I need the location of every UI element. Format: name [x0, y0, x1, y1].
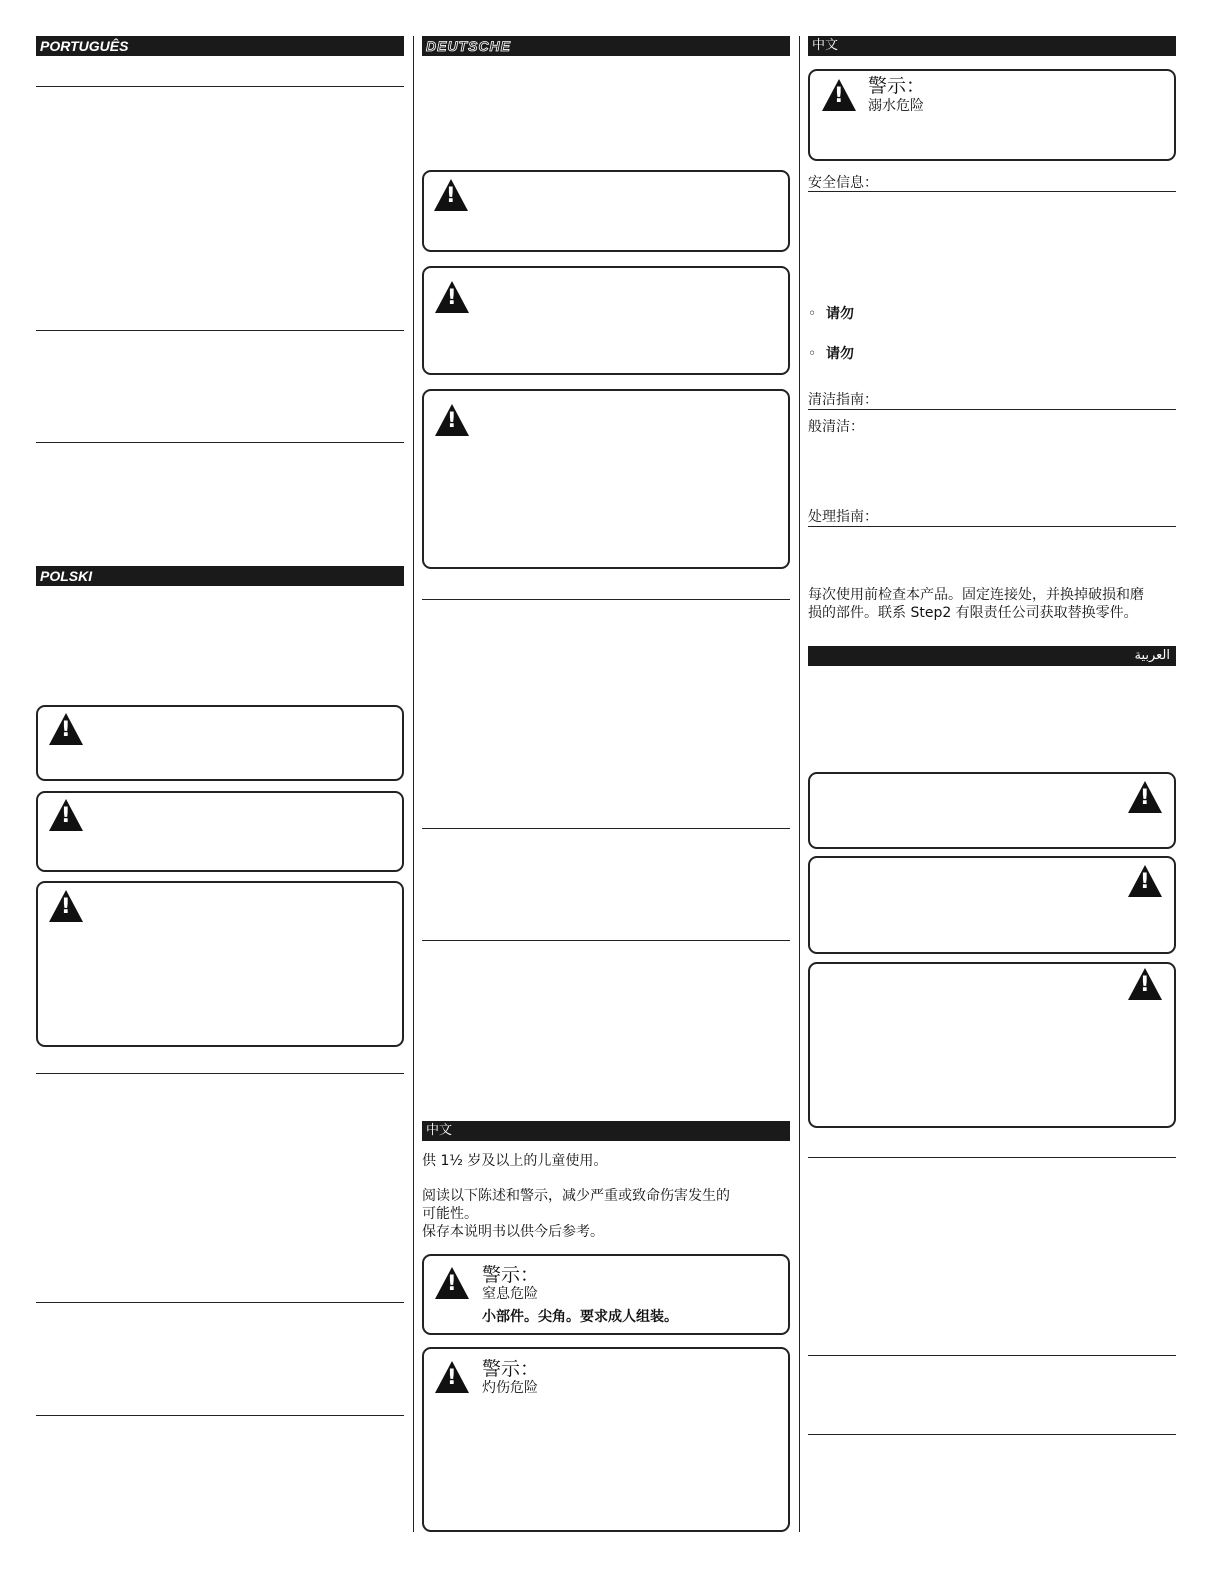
divider: [808, 1157, 1176, 1158]
column-rule: [799, 36, 800, 1532]
general-cleaning-label: 般清洁：: [808, 419, 864, 435]
divider: [808, 1355, 1176, 1356]
cleaning-heading: 清洁指南：: [808, 392, 878, 408]
warning-box: [36, 705, 404, 781]
warning-subtitle: 溺水危险: [868, 98, 924, 114]
bullet-text: 请勿: [826, 346, 854, 362]
divider: [36, 1302, 404, 1303]
divider: [808, 1434, 1176, 1435]
disposal-heading: 处理指南：: [808, 509, 878, 525]
warning-icon: [49, 713, 83, 745]
warning-box: [422, 1347, 790, 1532]
warning-icon: [49, 890, 83, 922]
warning-box: [808, 772, 1176, 849]
warning-icon: [435, 404, 469, 436]
section-header-portugues: [36, 36, 404, 56]
read-text-line1: 阅读以下陈述和警示，减少严重或致命伤害发生的: [422, 1188, 730, 1204]
warning-icon: [434, 179, 468, 211]
header-label: 中文: [426, 1123, 453, 1138]
inspect-text-line2: 损的部件。联系 Step2 有限责任公司获取替换零件。: [808, 605, 1138, 621]
divider: [422, 940, 790, 941]
section-header-arabic: [808, 646, 1176, 666]
divider: [36, 442, 404, 443]
divider: [808, 191, 1176, 192]
warning-icon: [435, 1267, 469, 1299]
divider: [422, 599, 790, 600]
section-header-deutsche: [422, 36, 790, 56]
bullet-mark: ◦: [808, 346, 817, 362]
warning-box: [422, 389, 790, 569]
warning-box: [808, 69, 1176, 161]
divider: [36, 330, 404, 331]
divider: [808, 526, 1176, 527]
warning-box: [422, 170, 790, 252]
warning-title: 警示：: [482, 1264, 540, 1286]
warning-box: [36, 881, 404, 1047]
header-label: 中文: [812, 38, 839, 53]
warning-box: [36, 791, 404, 872]
column-rule: [413, 36, 414, 1532]
divider: [36, 86, 404, 87]
divider: [36, 1073, 404, 1074]
bullet-text: 请勿: [826, 306, 854, 322]
warning-subtitle: 灼伤危险: [482, 1380, 538, 1396]
warning-icon: [435, 281, 469, 313]
header-label: PORTUGUÊS: [40, 38, 129, 54]
warning-title: 警示：: [868, 75, 926, 97]
header-label: العربية: [1134, 648, 1170, 663]
warning-box: [808, 856, 1176, 954]
section-header-polski: [36, 566, 404, 586]
warning-box: [808, 962, 1176, 1128]
header-label: POLSKI: [40, 568, 93, 584]
warning-icon: [1128, 968, 1162, 1000]
warning-icon: [435, 1361, 469, 1393]
section-header-zhongwen: [422, 1121, 790, 1141]
warning-body: 小部件。尖角。要求成人组装。: [482, 1309, 678, 1325]
header-label: DEUTSCHE: [426, 38, 512, 54]
warning-title: 警示：: [482, 1358, 540, 1380]
age-text: 供 1½ 岁及以上的儿童使用。: [422, 1153, 608, 1169]
section-header-zhongwen: [808, 36, 1176, 56]
read-text-line2: 可能性。: [422, 1206, 478, 1222]
divider: [422, 828, 790, 829]
divider: [808, 409, 1176, 410]
warning-icon: [1128, 865, 1162, 897]
safety-heading: 安全信息：: [808, 175, 878, 191]
inspect-text-line1: 每次使用前检查本产品。固定连接处，并换掉破损和磨: [808, 587, 1144, 603]
warning-icon: [1128, 781, 1162, 813]
divider: [36, 1415, 404, 1416]
warning-subtitle: 窒息危险: [482, 1286, 538, 1302]
bullet-mark: ◦: [808, 306, 817, 322]
keep-text: 保存本说明书以供今后参考。: [422, 1224, 604, 1240]
warning-box: [422, 266, 790, 375]
warning-icon: [822, 79, 856, 111]
warning-icon: [49, 799, 83, 831]
